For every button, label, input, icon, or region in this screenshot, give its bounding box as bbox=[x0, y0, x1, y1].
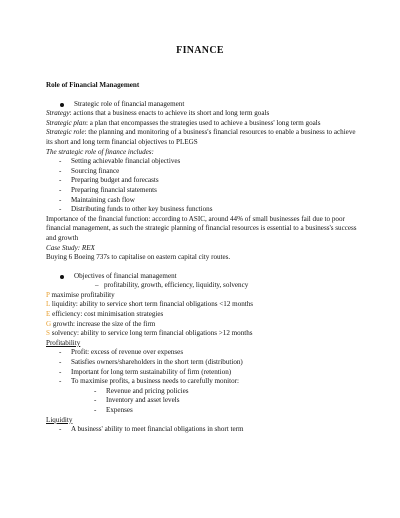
document-body bbox=[46, 81, 360, 435]
profitability-heading: Profitability bbox=[46, 338, 81, 347]
case-study-label: Case Study: REX bbox=[46, 243, 95, 252]
list-item: - Setting achievable financial objectives bbox=[59, 157, 181, 166]
sub-list-item: - Expenses bbox=[94, 406, 133, 414]
pleg-item: L liquidity: ability to service short term financial obligations <12 months bbox=[46, 300, 254, 309]
list-item: - Satisfies owners/shareholders in the short term (distribution) bbox=[59, 358, 243, 367]
list-item: - Preparing budget and forecasts bbox=[59, 176, 159, 185]
bullet-item: Objectives of financial management bbox=[46, 272, 360, 282]
bullet-dot-icon bbox=[60, 103, 64, 107]
importance-paragraph: Importance of the financial function: according to ASIC, around 44% of small businesses fail due to poor financial management, as such the strategic planning of financial resources is essential to a business's success and growth bbox=[46, 214, 357, 242]
sub-list-item: – profitability, growth, efficiency, liquidity, solvency bbox=[95, 281, 249, 290]
bullet-item: Strategic role of financial management bbox=[46, 100, 360, 110]
list-item: - Distributing funds to other key business functions bbox=[59, 205, 213, 214]
list-item: - Profit: excess of revenue over expenses bbox=[59, 348, 184, 357]
section-heading: Role of Financial Management bbox=[46, 81, 140, 89]
definition-strategy: Strategy: actions that a business enacts to achieve its short and long term goals bbox=[46, 109, 270, 118]
list-item: - Preparing financial statements bbox=[59, 185, 157, 194]
liquidity-heading: Liquidity bbox=[46, 415, 73, 424]
definition-strategic-plan: Strategic plan: a plan that encompasses the strategies used to achieve a business' long term goals bbox=[46, 118, 321, 127]
page-title: FINANCE bbox=[176, 45, 224, 56]
pleg-item: P maximise profitability bbox=[46, 290, 115, 299]
pleg-item: G growth: increase the size of the firm bbox=[46, 319, 156, 328]
pleg-item: S solvency: ability to service long term financial obligations >12 months bbox=[46, 329, 253, 338]
list-item: - Important for long term sustainability of firm (retention) bbox=[59, 367, 232, 376]
list-item: - Sourcing finance bbox=[59, 166, 120, 175]
pleg-item: E efficiency: cost minimisation strategies bbox=[46, 310, 164, 319]
bullet-dot-icon bbox=[60, 275, 64, 279]
sub-list-item: - Inventory and asset levels bbox=[94, 396, 180, 405]
list-item: - A business' ability to meet financial obligations in short term bbox=[59, 425, 244, 434]
list-item: - Maintaining cash flow bbox=[59, 195, 135, 204]
sub-list-item: - Revenue and pricing policies bbox=[94, 386, 189, 395]
definition-strategic-role: Strategic role: the planning and monitoring of a business's financial resources to enable a business to achieve its short and long term financial objectives to PLEGS bbox=[46, 128, 356, 146]
case-study-text: Buying 6 Boeing 737s to capitalise on eastern capital city routes. bbox=[46, 253, 231, 262]
list-item: - To maximise profits, a business needs to carefully monitor: bbox=[59, 377, 239, 386]
includes-label: The strategic role of finance includes: bbox=[46, 147, 154, 156]
